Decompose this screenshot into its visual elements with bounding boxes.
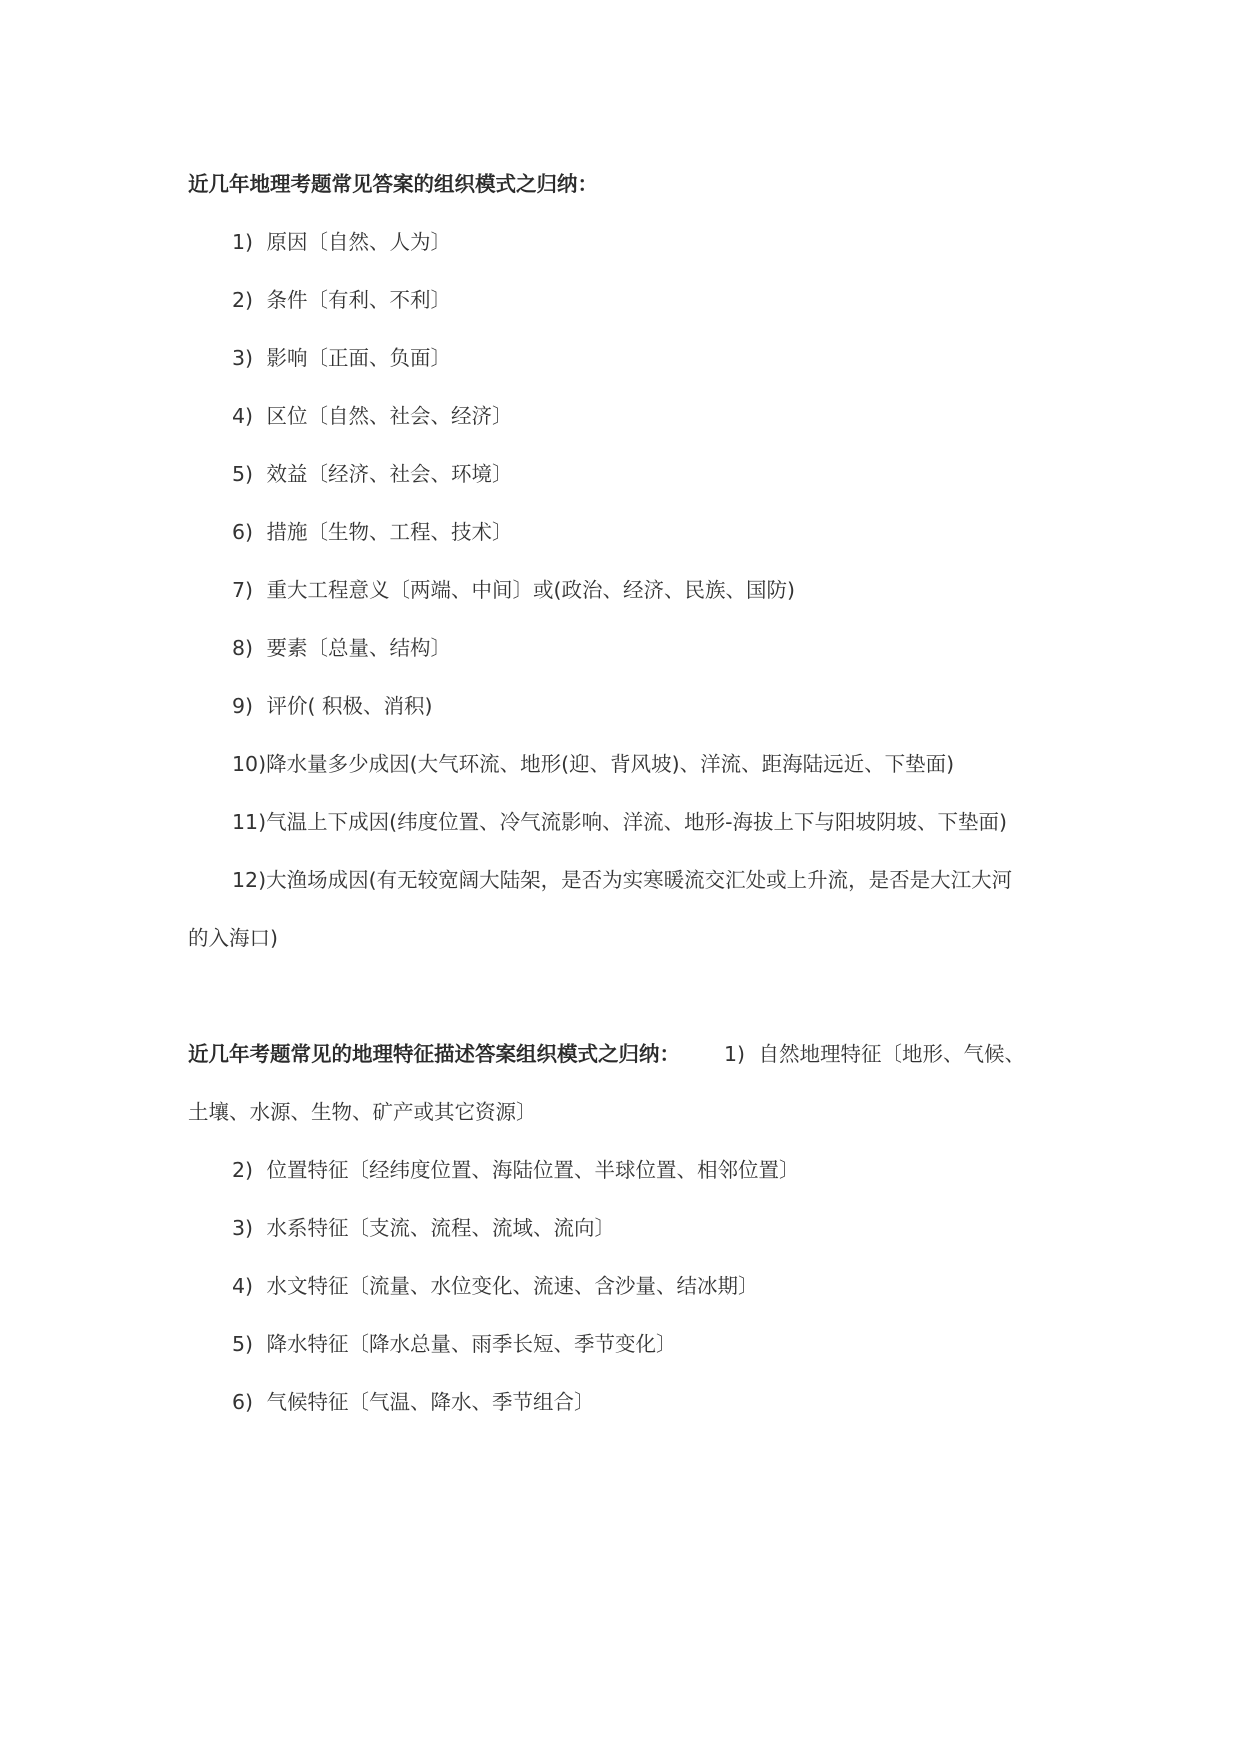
item-number: 7): [232, 578, 254, 602]
item-number: 10): [232, 752, 267, 776]
item-text: 措施〔生物、工程、技术〕: [266, 520, 513, 544]
item-number: 1): [724, 1042, 746, 1066]
item-text: 区位〔自然、社会、经济〕: [266, 404, 513, 428]
item-text: 原因〔自然、人为〕: [266, 230, 452, 254]
item-text: 位置特征〔经纬度位置、海陆位置、半球位置、相邻位置〕: [266, 1158, 800, 1182]
item-text: 要素〔总量、结构〕: [266, 636, 452, 660]
item-text: 自然地理特征〔地形、气候、: [758, 1042, 1026, 1066]
item-number: 1): [232, 230, 254, 254]
list-item: [232, 634, 1132, 662]
list-item: [232, 1388, 1132, 1416]
item-text: 水系特征〔支流、流程、流域、流向〕: [266, 1216, 616, 1240]
item-text: 气温上下成因(纬度位置、冷气流影响、洋流、地形-海拔上下与阳坡阴坡、下垫面): [266, 810, 1007, 834]
item-number: 11): [232, 810, 267, 834]
item-text: 条件〔有利、不利〕: [266, 288, 452, 312]
item-number: 2): [232, 1158, 254, 1182]
item-text: 评价( 积极、消积): [266, 694, 433, 718]
section2-heading-text: 近几年考题常见的地理特征描述答案组织模式之归纳：: [188, 1042, 680, 1066]
item-text: 大渔场成因(有无较宽阔大陆架，是否为实寒暖流交汇处或上升流，是否是大江大河: [266, 868, 1013, 892]
list-item: [232, 808, 1132, 836]
item-text: 降水特征〔降水总量、雨季长短、季节变化〕: [266, 1332, 677, 1356]
list-item: [232, 1156, 1132, 1184]
list-item: [232, 866, 1132, 894]
list-item: [232, 286, 1132, 314]
item-text: 影响〔正面、负面〕: [266, 346, 452, 370]
item-number: 4): [232, 1274, 254, 1298]
list-item: [232, 750, 1132, 778]
list-item: [232, 692, 1132, 720]
item-number: 5): [232, 1332, 254, 1356]
list-item: [232, 402, 1132, 430]
list-item: [232, 576, 1132, 604]
item-number: 12): [232, 868, 267, 892]
list-item: [232, 344, 1132, 372]
item-text: 气候特征〔气温、降水、季节组合〕: [266, 1390, 595, 1414]
section2-heading: [188, 1040, 1088, 1068]
item-number: 4): [232, 404, 254, 428]
item-number: 8): [232, 636, 254, 660]
section1-heading: 近几年地理考题常见答案的组织模式之归纳：: [188, 172, 598, 196]
item-text: 效益〔经济、社会、环境〕: [266, 462, 513, 486]
list-item: [232, 460, 1132, 488]
item-text: 重大工程意义〔两端、中间〕或(政治、经济、民族、国防): [266, 578, 796, 602]
item-number: 6): [232, 1390, 254, 1414]
list-item: [232, 228, 1132, 256]
item-text: 降水量多少成因(大气环流、地形(迎、背风坡)、洋流、距海陆远近、下垫面): [266, 752, 955, 776]
item-number: 9): [232, 694, 254, 718]
list-item-continuation: 土壤、水源、生物、矿产或其它资源〕: [188, 1100, 537, 1124]
list-item: [232, 1214, 1132, 1242]
item-number: 2): [232, 288, 254, 312]
item-number: 3): [232, 346, 254, 370]
list-item: [232, 1272, 1132, 1300]
item-number: 6): [232, 520, 254, 544]
item-number: 5): [232, 462, 254, 486]
list-item: [232, 518, 1132, 546]
item-text: 水文特征〔流量、水位变化、流速、含沙量、结冰期〕: [266, 1274, 759, 1298]
list-item: [232, 1330, 1132, 1358]
list-item: [724, 1042, 1025, 1066]
list-item-continuation: 的入海口): [188, 926, 278, 950]
item-number: 3): [232, 1216, 254, 1240]
